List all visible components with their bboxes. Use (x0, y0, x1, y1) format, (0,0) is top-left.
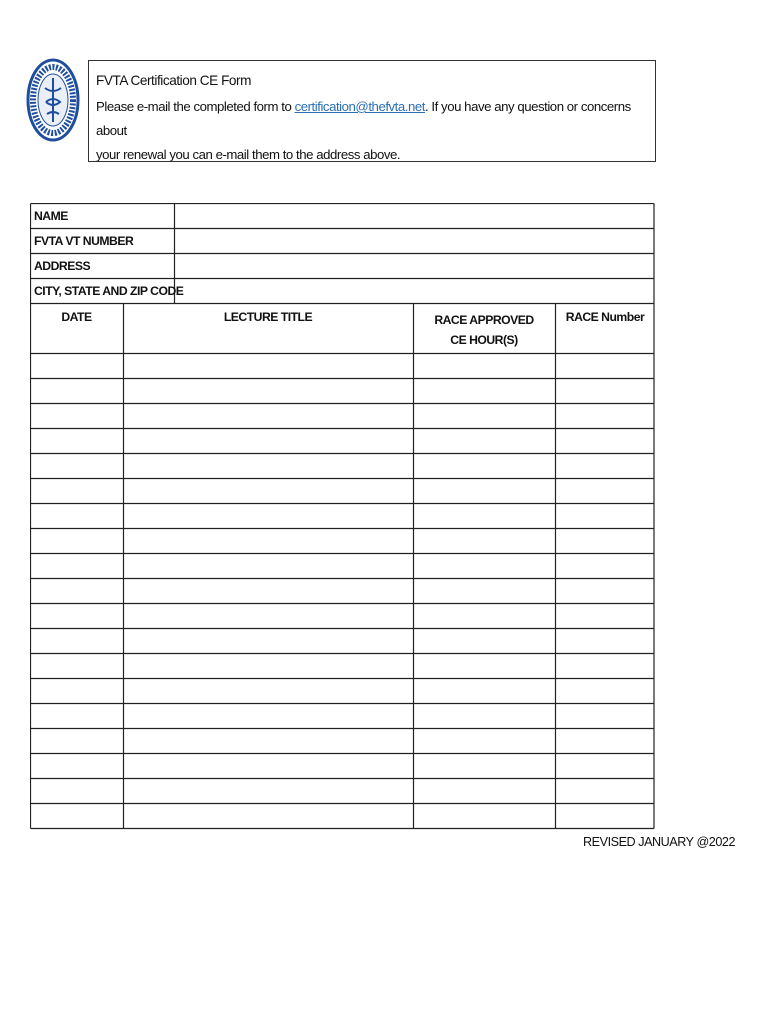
race-number-cell[interactable] (556, 680, 654, 704)
race-hours-cell[interactable] (414, 730, 555, 754)
race-hours-cell[interactable] (414, 505, 555, 529)
race-number-cell[interactable] (556, 605, 654, 629)
race-number-cell[interactable] (556, 430, 654, 454)
race-hours-cell[interactable] (414, 555, 555, 579)
race-hours-cell[interactable] (414, 755, 555, 779)
city-state-zip-label: CITY, STATE AND ZIP CODE (34, 284, 184, 298)
race-number-cell[interactable] (556, 455, 654, 479)
race-hours-cell[interactable] (414, 705, 555, 729)
race-number-cell[interactable] (556, 580, 654, 604)
race-number-cell[interactable] (556, 630, 654, 654)
lecture-title-cell[interactable] (124, 680, 413, 704)
date-cell[interactable] (31, 605, 123, 629)
fvta-logo (26, 58, 80, 142)
date-cell[interactable] (31, 730, 123, 754)
race-hours-cell[interactable] (414, 680, 555, 704)
date-cell[interactable] (31, 505, 123, 529)
race-number-column-header: RACE Number (565, 310, 645, 324)
race-number-cell[interactable] (556, 780, 654, 804)
date-cell[interactable] (31, 680, 123, 704)
form-title: FVTA Certification CE Form (96, 73, 251, 88)
date-cell[interactable] (31, 380, 123, 404)
race-number-cell[interactable] (556, 755, 654, 779)
vt-number-field[interactable] (175, 229, 654, 253)
race-hours-cell[interactable] (414, 480, 555, 504)
certification-email-link[interactable]: certification@thefvta.net (294, 99, 425, 114)
vt-number-label: FVTA VT NUMBER (34, 234, 134, 248)
date-cell[interactable] (31, 805, 123, 829)
date-cell[interactable] (31, 480, 123, 504)
instructions-line-2: your renewal you can e-mail them to the address above. (96, 147, 401, 162)
lecture-title-cell[interactable] (124, 530, 413, 554)
lecture-title-cell[interactable] (124, 555, 413, 579)
lecture-title-cell[interactable] (124, 705, 413, 729)
lecture-title-cell[interactable] (124, 380, 413, 404)
race-number-cell[interactable] (556, 480, 654, 504)
race-hours-cell[interactable] (414, 805, 555, 829)
race-number-cell[interactable] (556, 355, 654, 379)
date-cell[interactable] (31, 630, 123, 654)
race-number-cell[interactable] (556, 380, 654, 404)
race-hours-cell[interactable] (414, 455, 555, 479)
race-number-cell[interactable] (556, 655, 654, 679)
lecture-title-cell[interactable] (124, 405, 413, 429)
city-state-zip-field[interactable] (175, 279, 654, 303)
date-cell[interactable] (31, 455, 123, 479)
fvta-seal-icon (26, 58, 80, 142)
instructions-suffix: . If you have any question or concerns about (96, 99, 631, 138)
date-cell[interactable] (31, 780, 123, 804)
race-number-cell[interactable] (556, 805, 654, 829)
date-column-header: DATE (61, 310, 92, 324)
race-hours-column-header (413, 310, 555, 350)
address-field[interactable] (175, 254, 654, 278)
address-label: ADDRESS (34, 259, 91, 273)
date-cell[interactable] (31, 580, 123, 604)
lecture-title-cell[interactable] (124, 505, 413, 529)
date-cell[interactable] (31, 355, 123, 379)
lecture-title-cell[interactable] (124, 480, 413, 504)
lecture-title-cell[interactable] (124, 605, 413, 629)
race-hours-cell[interactable] (414, 580, 555, 604)
lecture-title-cell[interactable] (124, 730, 413, 754)
race-number-cell[interactable] (556, 405, 654, 429)
date-cell[interactable] (31, 555, 123, 579)
race-number-cell[interactable] (556, 730, 654, 754)
race-hours-cell[interactable] (414, 405, 555, 429)
instructions-prefix: Please e-mail the completed form to (96, 99, 295, 114)
lecture-title-cell[interactable] (124, 430, 413, 454)
name-field[interactable] (175, 204, 654, 228)
ce-form-table (30, 203, 655, 829)
race-number-cell[interactable] (556, 555, 654, 579)
date-cell[interactable] (31, 755, 123, 779)
instructions-line-1 (96, 95, 649, 143)
date-cell[interactable] (31, 405, 123, 429)
lecture-title-cell[interactable] (124, 355, 413, 379)
race-hours-cell[interactable] (414, 355, 555, 379)
revision-note: REVISED JANUARY @2022 (583, 835, 735, 849)
race-hours-cell[interactable] (414, 655, 555, 679)
race-hours-cell[interactable] (414, 530, 555, 554)
date-cell[interactable] (31, 430, 123, 454)
date-cell[interactable] (31, 530, 123, 554)
date-cell[interactable] (31, 655, 123, 679)
lecture-title-cell[interactable] (124, 805, 413, 829)
lecture-title-column-header: LECTURE TITLE (223, 310, 313, 324)
form-header (88, 60, 656, 162)
race-hours-header-line-1: RACE APPROVED (434, 313, 534, 327)
race-hours-header-line-2: CE HOUR(S) (450, 333, 518, 347)
race-hours-cell[interactable] (414, 780, 555, 804)
lecture-title-cell[interactable] (124, 455, 413, 479)
lecture-title-cell[interactable] (124, 580, 413, 604)
race-hours-cell[interactable] (414, 630, 555, 654)
race-hours-cell[interactable] (414, 430, 555, 454)
name-label: NAME (34, 209, 68, 223)
lecture-title-cell[interactable] (124, 780, 413, 804)
race-number-cell[interactable] (556, 530, 654, 554)
race-hours-cell[interactable] (414, 605, 555, 629)
lecture-title-cell[interactable] (124, 655, 413, 679)
race-number-cell[interactable] (556, 505, 654, 529)
lecture-title-cell[interactable] (124, 630, 413, 654)
race-hours-cell[interactable] (414, 380, 555, 404)
race-number-cell[interactable] (556, 705, 654, 729)
lecture-title-cell[interactable] (124, 755, 413, 779)
date-cell[interactable] (31, 705, 123, 729)
